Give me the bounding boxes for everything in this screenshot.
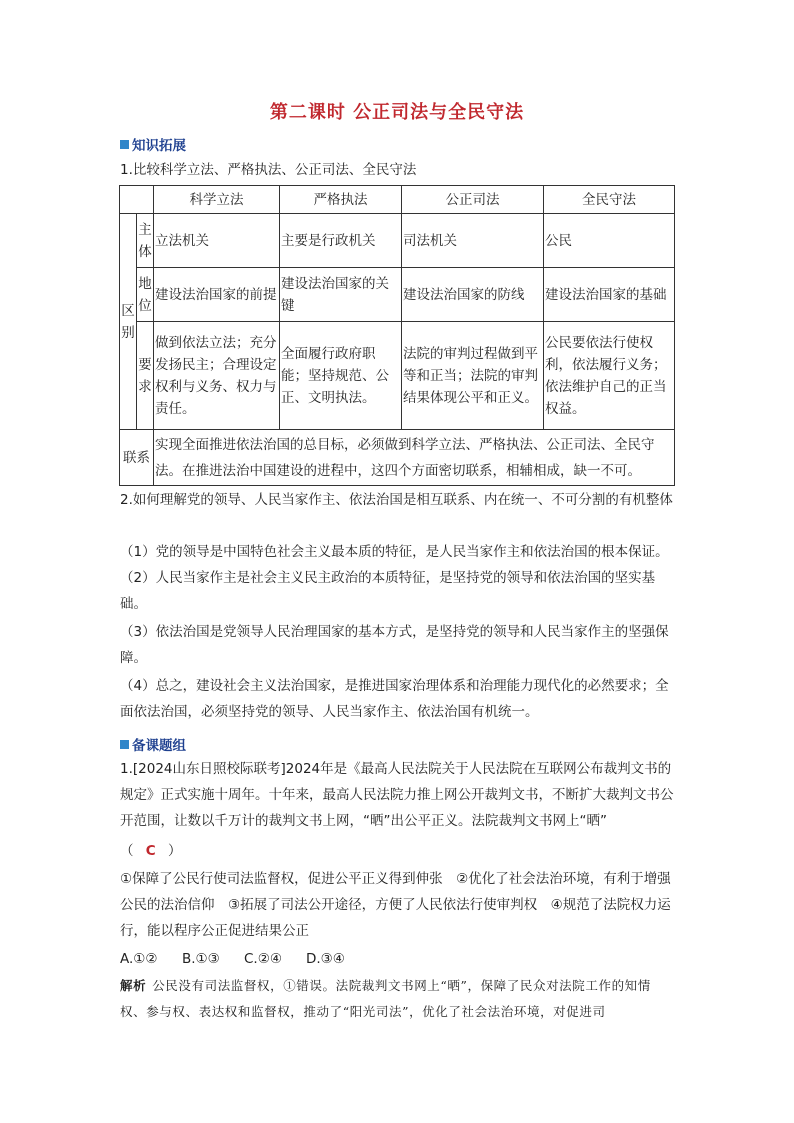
option-b: B.①③: [182, 951, 220, 967]
table-cell: 建设法治国家的前提: [154, 268, 280, 322]
question-2-point: （1）党的领导是中国特色社会主义最本质的特征，是人民当家作主和依法治国的根本保证。: [120, 544, 669, 560]
table-header-row: [120, 186, 675, 214]
explanation: [120, 973, 675, 1025]
table-cell: 司法机关: [402, 214, 544, 268]
section-heading-label: 备课题组: [132, 738, 186, 754]
answer-paren-left: （: [120, 843, 134, 859]
table-row: [120, 322, 675, 430]
table-cell: 主要是行政机关: [280, 214, 402, 268]
exercise-stem: 1.[2024山东日照校际联考]2024年是《最高人民法院关于人民法院在互联网公布裁判文书的规定》正式实施十周年。十年来，最高人民法院力推上网公开裁判文书，不断扩大裁判文书公开范围，让数以千万计的裁判文书上网，“晒”出公平正义。法院裁判文书网上“晒”: [120, 761, 674, 829]
section-heading-label: 知识拓展: [132, 138, 186, 154]
group-label-cell: 区别: [120, 214, 137, 430]
table-cell: 建设法治国家的基础: [544, 268, 675, 322]
page-title: 第二课时 公正司法与全民守法: [269, 102, 525, 123]
header-cell: 全民守法: [544, 186, 675, 214]
table-cell: 实现全面推进依法治国的总目标，必须做到科学立法、严格执法、公正司法、全民守法。在推进法治中国建设的进程中，这四个方面密切联系，相辅相成，缺一不可。: [154, 430, 675, 486]
table-cell: 公民: [544, 214, 675, 268]
question-2-point: （4）总之，建设社会主义法治国家，是推进国家治理体系和治理能力现代化的必然要求；全面依法治国，必须坚持党的领导、人民当家作主、依法治国有机统一。: [120, 678, 669, 720]
header-cell: 科学立法: [154, 186, 280, 214]
table-row: [120, 214, 675, 268]
option-a: A.①②: [120, 951, 158, 967]
table-cell: 建设法治国家的关键: [280, 268, 402, 322]
row-label-cell: 联系: [120, 430, 154, 486]
header-cell: 严格执法: [280, 186, 402, 214]
question-2-point: （2）人民当家作主是社会主义民主政治的本质特征，是坚持党的领导和依法治国的坚实基础。: [120, 570, 656, 612]
section-heading-knowledge: [120, 134, 186, 154]
table-row: [120, 268, 675, 322]
comparison-table: [119, 185, 675, 486]
answer-value: C: [145, 843, 156, 859]
section-square-icon: [120, 140, 129, 149]
answer-options: [120, 946, 675, 972]
explanation-label: 解析: [120, 978, 147, 993]
table-cell: 立法机关: [154, 214, 280, 268]
table-cell: 法院的审判过程做到平等和正当；法院的审判结果体现公平和正义。: [402, 322, 544, 430]
answer-line: [120, 838, 675, 864]
answer-paren-right: ）: [168, 843, 182, 859]
header-cell: 公正司法: [402, 186, 544, 214]
table-cell: 建设法治国家的防线: [402, 268, 544, 322]
option-d: D.③④: [306, 951, 345, 967]
section-heading-exercises: [120, 734, 186, 754]
table-cell: 全面履行政府职能；坚持规范、公正、文明执法。: [280, 322, 402, 430]
question-2-title: 2.如何理解党的领导、人民当家作主、依法治国是相互联系、内在统一、不可分割的有机整体: [120, 492, 673, 508]
row-label-cell: 主体: [137, 214, 154, 268]
table-row: [120, 430, 675, 486]
row-label-cell: 要求: [137, 322, 154, 430]
question-2-point: （3）依法治国是党领导人民治理国家的基本方式，是坚持党的领导和人民当家作主的坚强保障。: [120, 624, 669, 666]
explanation-text: 公民没有司法监督权，①错误。法院裁判文书网上“晒”，保障了民众对法院工作的知情权、参与权、表达权和监督权，推动了“阳光司法”，优化了社会法治环境，对促进司: [120, 978, 651, 1019]
row-label-cell: 地位: [137, 268, 154, 322]
section-square-icon: [120, 740, 129, 749]
table-cell: 做到依法立法；充分发扬民主；合理设定权利与义务、权力与责任。: [154, 322, 280, 430]
exercise-statements: ①保障了公民行使司法监督权，促进公平正义得到伸张 ②优化了社会法治环境，有利于增强公民的法治信仰 ③拓展了司法公开途径，方便了人民依法行使审判权 ④规范了法院权力运行，能以程序公正促进结果公正: [120, 871, 671, 939]
option-c: C.②④: [244, 951, 282, 967]
table-cell: 公民要依法行使权利，依法履行义务；依法维护自己的正当权益。: [544, 322, 675, 430]
table-corner-cell: [120, 186, 154, 214]
question-1-title: 1.比较科学立法、严格执法、公正司法、全民守法: [120, 162, 417, 178]
